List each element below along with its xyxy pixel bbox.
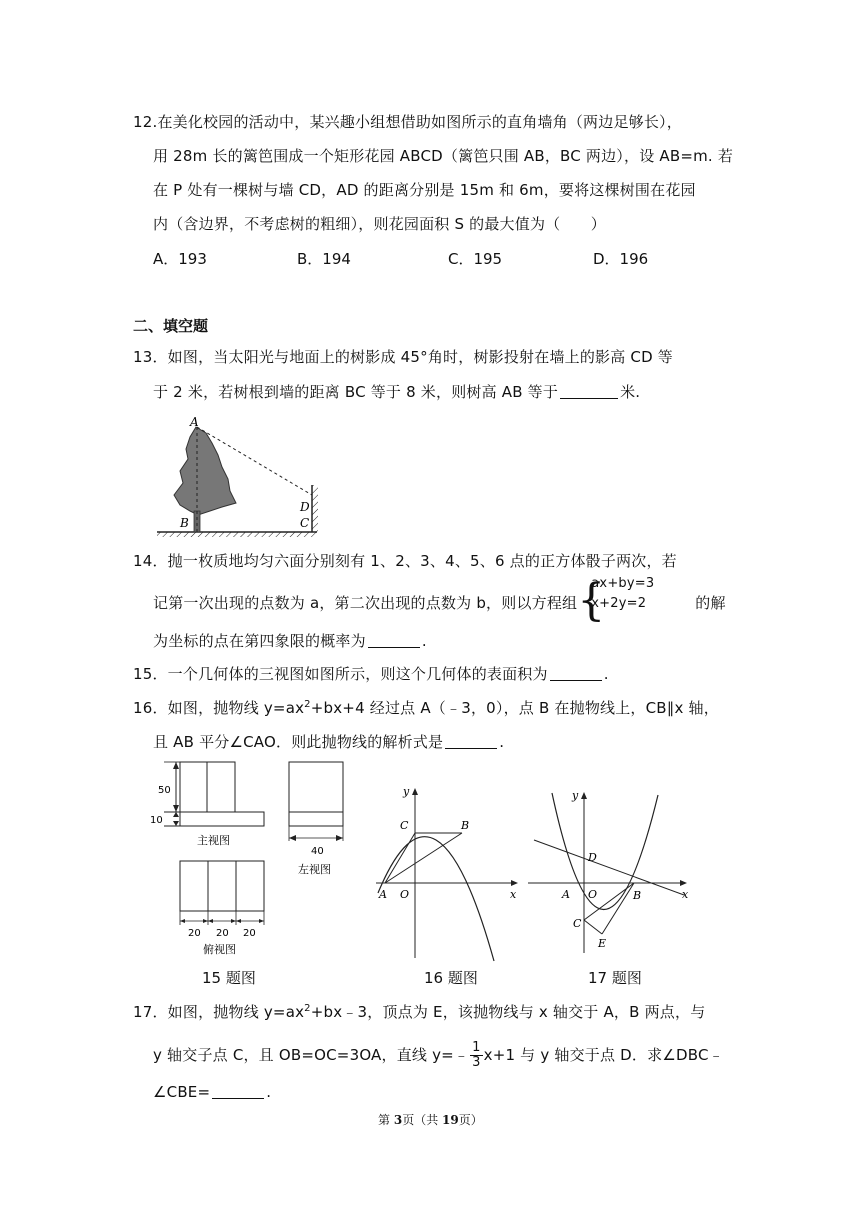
left-upper-block [289, 762, 343, 812]
fig16-b-label: B [461, 819, 470, 832]
q14-line3 [153, 630, 427, 652]
top-view-outline [180, 861, 264, 911]
dim20c-label: 20 [243, 928, 256, 939]
fig17-c-label: C [573, 917, 582, 930]
section-heading: 二、填空题 [133, 317, 209, 335]
q14-answer-blank [368, 632, 420, 648]
q16-superscript: 2 [304, 699, 311, 710]
dim40-label: 40 [311, 846, 324, 857]
q16-line2-text: 且 AB 平分∠CAO．则此抛物线的解析式是 [153, 733, 444, 751]
q12-line4: 内（含边界，不考虑树的粗细），则花园面积 S 的最大值为（ ） [153, 215, 606, 233]
top-view-caption: 俯视图 [203, 943, 236, 956]
q17-line3-end: . [266, 1083, 272, 1101]
footer-total-pages: 19 [442, 1113, 459, 1127]
page-footer [378, 1111, 483, 1128]
footer-page-number: 3 [393, 1113, 403, 1127]
wall-hatch [312, 485, 318, 532]
fig17-d-label: D [588, 851, 597, 864]
q14-line2-end: 的解 [695, 594, 726, 612]
q14-line1: 14．抛一枚质地均匀六面分别刻有 1、2、3、4、5、6 点的正方体骰子两次，若 [133, 552, 677, 570]
caption-16: 16 题图 [424, 969, 478, 987]
q12-option-d: D．196 [593, 250, 649, 268]
fig17-b-label: B [633, 889, 642, 902]
tree-trunk [194, 511, 200, 532]
fig17-o-label: O [588, 888, 598, 901]
q12-line1: 12.在美化校园的活动中，某兴趣小组想借助如图所示的直角墙角（两边足够长）， [133, 113, 682, 131]
left-view-caption: 左视图 [298, 863, 331, 876]
parabola-curve [378, 837, 494, 961]
fig16-x-label: x [510, 888, 517, 901]
q12-option-a: A．193 [153, 250, 207, 268]
q16-line1-text: 16．如图，抛物线 y=ax [133, 699, 305, 717]
system-brace: { [577, 574, 606, 626]
q12-option-b: B．194 [297, 250, 351, 268]
q12-line3: 在 P 处有一棵树与墙 CD，AD 的距离分别是 15m 和 6m，要将这棵树围在花园 [153, 181, 696, 199]
q13-line2-end: 米. [620, 383, 641, 401]
q15-line1-end: . [603, 665, 609, 683]
fig16-o-label: O [400, 888, 410, 901]
q13-answer-blank [560, 383, 618, 399]
q17-line1-rest: +bx﹣3，顶点为 E，该抛物线与 x 轴交于 A，B 两点，与 [310, 1003, 706, 1021]
q12-line2: 用 28m 长的篱笆围成一个矩形花园 ABCD（篱笆只围 AB，BC 两边），设 AB=m. 若 [153, 147, 734, 165]
q17-line2 [153, 1037, 724, 1073]
q15-answer-blank [550, 665, 602, 681]
q17-line3 [153, 1081, 271, 1103]
q17-line1-text: 17．如图，抛物线 y=ax [133, 1003, 305, 1021]
fig16-parabola [368, 783, 528, 963]
label-d: D [300, 500, 310, 514]
caption-17: 17 题图 [588, 969, 642, 987]
q14-line2 [153, 574, 726, 626]
q14-line3-text: 为坐标的点在第四象限的概率为 [153, 632, 366, 650]
fig17-a-label: A [562, 888, 570, 901]
q17-line1 [133, 1001, 705, 1023]
q16-line2-end: . [499, 733, 505, 751]
fig16-c-label: C [400, 819, 409, 832]
label-a: A [190, 415, 199, 429]
fraction-denominator: 3 [472, 1055, 481, 1070]
q13-figure [150, 415, 330, 540]
caption-15: 15 题图 [202, 969, 256, 987]
q16-line2 [153, 731, 504, 753]
footer-mid: 页（共 [402, 1113, 443, 1127]
q15-line1 [133, 663, 609, 685]
fig15-three-views [140, 755, 355, 965]
q14-line2-text: 记第一次出现的点数为 a，第二次出现的点数为 b，则以方程组 [153, 594, 578, 612]
fig17-x-label: x [682, 888, 689, 901]
label-b: B [180, 516, 189, 530]
front-view-caption: 主视图 [197, 834, 230, 847]
fig17-y-label: y [572, 789, 579, 802]
system-eq2: x+2y=2 [591, 595, 647, 611]
fig16-y-label: y [403, 785, 410, 798]
fig17-parabola [522, 785, 697, 960]
q17-line3-text: ∠CBE= [153, 1083, 211, 1101]
left-base [289, 812, 343, 826]
dim50-label: 50 [158, 785, 171, 796]
front-base [180, 812, 264, 826]
tree-crown [174, 427, 236, 515]
q16-answer-blank [445, 733, 497, 749]
q17-answer-blank [212, 1083, 264, 1099]
q13-line2-text: 于 2 米，若树根到墙的距离 BC 等于 8 米，则树高 AB 等于 [153, 383, 559, 401]
q13-line1: 13．如图，当太阳光与地面上的树影成 45°角时，树影投射在墙上的影高 CD 等 [133, 348, 674, 366]
fraction-one-third [470, 1041, 482, 1070]
fig16-a-label: A [379, 888, 387, 901]
q16-line1-rest: +bx+4 经过点 A（﹣3，0），点 B 在抛物线上，CB∥x 轴， [310, 699, 719, 717]
q15-line1-text: 15．一个几何体的三视图如图所示，则这个几何体的表面积为 [133, 665, 548, 683]
q13-line2 [153, 381, 640, 403]
footer-pre: 第 [378, 1113, 394, 1127]
dim20a-label: 20 [188, 928, 201, 939]
q17-line2-text: y 轴交子点 C，且 OB=OC=3OA，直线 y=﹣ [153, 1046, 470, 1064]
label-c: C [300, 516, 310, 530]
q16-line1 [133, 697, 719, 719]
q14-line3-end: . [421, 632, 427, 650]
system-eq1: ax+by=3 [591, 575, 655, 591]
fig17-e-label: E [598, 937, 607, 950]
fraction-numerator: 1 [472, 1040, 481, 1055]
line-y-eq [534, 840, 684, 895]
footer-post: 页） [458, 1113, 483, 1127]
q12-option-c: C．195 [448, 250, 503, 268]
dim20b-label: 20 [216, 928, 229, 939]
ground-hatch [157, 532, 317, 537]
q17-line2-rest: x+1 与 y 轴交于点 D．求∠DBC﹣ [483, 1046, 724, 1064]
q17-superscript: 2 [304, 1003, 311, 1014]
equation-system [577, 574, 695, 626]
dim10-label: 10 [150, 815, 163, 826]
